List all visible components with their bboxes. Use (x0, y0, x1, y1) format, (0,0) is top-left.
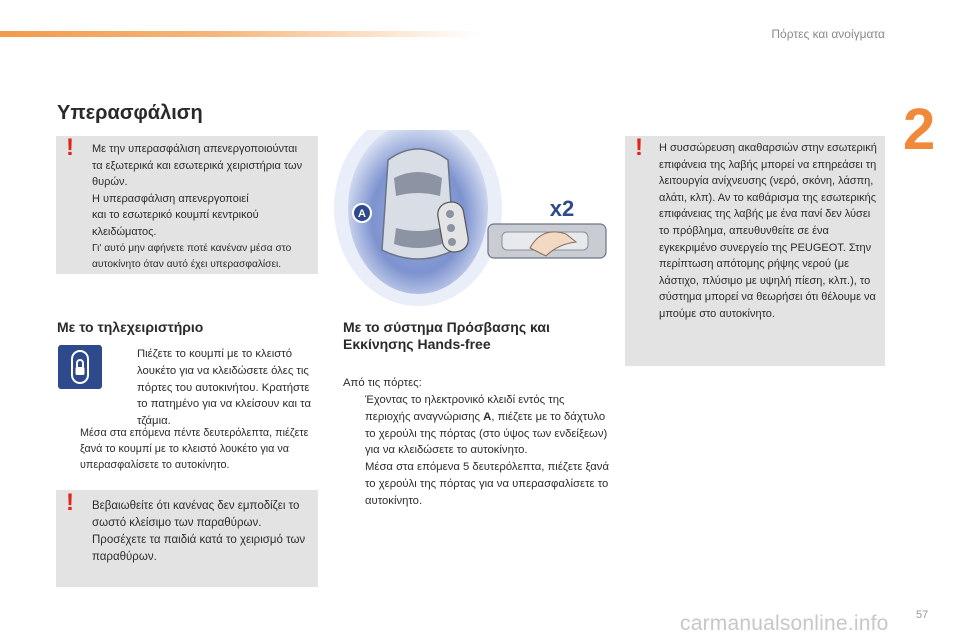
bullet-text: Μέσα στα επόμενα 5 δευτερόλεπτα, πιέζετε ξανά το χερούλι της πόρτας για να υπερασφαλίσετε το αυτοκίνητο. (365, 461, 609, 507)
padlock-body-icon (76, 367, 85, 375)
running-header: Πόρτες και ανοίγματα (771, 27, 885, 41)
note-line: και το εσωτερικό κουμπί κεντρικού (92, 209, 259, 222)
note-line: θυρών. (92, 176, 128, 189)
key-button-icon (448, 238, 456, 246)
note-line: Με την υπερασφάλιση απενεργοποιούνται (92, 143, 298, 155)
note-line: αυτοκίνητο όταν αυτό έχει υπερασφαλίσει. (92, 259, 282, 271)
handsfree-intro: Από τις πόρτες: (343, 377, 422, 389)
note-line: κλειδώματος. (92, 225, 157, 238)
handsfree-instructions (343, 375, 611, 510)
car-rear-window-icon (394, 228, 442, 248)
note-line: τα εξωτερικά και εσωτερικά χειριστήρια των (92, 159, 303, 172)
bullet-text: Μέσα στα επόμενα πέντε δευτερόλεπτα, πιέζετε ξανά το κουμπί με το κλειστό λουκέτο για να υπερασφαλίσετε το αυτοκίνητο. (80, 427, 309, 471)
warning-icon: ! (635, 134, 643, 161)
section-title-handsfree: Με το σύστημα Πρόσβασης και Εκκίνησης Hands-free (343, 319, 550, 352)
page-number: 57 (916, 609, 929, 621)
chapter-number: 2 (903, 97, 936, 162)
car-illustration-svg (330, 130, 616, 310)
page-title: Υπερασφάλιση (57, 102, 203, 124)
list-item (343, 459, 611, 509)
remote-instructions-1 (115, 346, 320, 430)
warning-icon: ! (66, 489, 74, 516)
zone-label-a: A (358, 208, 366, 220)
press-twice-label: x2 (549, 196, 575, 221)
section-title-remote: Με το τηλεχειριστήριο (57, 319, 204, 335)
note-line: Γι' αυτό μην αφήνετε ποτέ κανέναν μέσα στο (92, 242, 292, 254)
warning-icon: ! (66, 134, 74, 161)
remote-instructions-2 (58, 425, 320, 473)
header-accent-bar (0, 31, 480, 37)
lock-button-icon (58, 345, 102, 389)
padlock-shackle-icon (77, 360, 83, 367)
warning-note-super-locking (56, 136, 318, 274)
padlock-closed-icon (58, 345, 102, 389)
car-detection-zone-illustration (330, 130, 616, 310)
note-text: Η συσσώρευση ακαθαρσιών στην εσωτερική επιφάνεια της λαβής μπορεί να επηρεάσει τη λειτουργία ανίχνευσης (νερό, σκόνη, λάσπη, αλάτι, κλπ). Αν το καθάρισμα της εσωτερικής επιφάνειας της λαβής με ένα πανί δεν λύσει το πρόβλημα, απευθυνθείτε σε ένα εγκεκριμένο συνεργείο της PEUGEOT. Στην περίπτωση απότομης ρήψης νερού (με λάστιχο, πλύσιμο με υψηλή πίεση, κλπ.), το σύστημα μπορεί να θεωρήσει ότι θέλουμε να μπούμε στο αυτοκίνητο. (659, 142, 877, 320)
bullet-text: Πιέζετε το κουμπί με το κλειστό λουκέτο για να κλειδώσετε όλες τις πόρτες του αυτοκινήτου. Κρατήστε το πατημένο για να κλείσουν και τα τζάμια. (137, 348, 311, 428)
note-text: Βεβαιωθείτε ότι κανένας δεν εμποδίζει το σωστό κλείσιμο των παραθύρων. Προσέχετε τα παιδιά κατά το χειρισμό των παραθύρων. (92, 500, 306, 563)
warning-note-windows (56, 490, 318, 587)
key-button-icon (446, 210, 454, 218)
watermark-text: carmanualsonline.info (680, 612, 889, 635)
key-button-icon (447, 224, 455, 232)
note-line: Η υπερασφάλιση απενεργοποιεί (92, 192, 249, 205)
note-text (92, 141, 312, 274)
bullet-text-part: , πιέζετε με το δάχτυλο το χερούλι της πόρτας (στο ύψος των ενδείξεων) για να κλειδώσετε το αυτοκίνητο. (365, 410, 608, 457)
warning-note-handle-dirt (625, 136, 885, 366)
bullet-text-part: Έχοντας το ηλεκτρονικό κλειδί εντός της περιοχής αναγνώρισης (365, 394, 565, 423)
zone-reference-a: A (483, 410, 492, 423)
handsfree-bullets (343, 392, 611, 510)
car-windshield-icon (394, 172, 442, 196)
list-item (58, 425, 320, 473)
list-item (115, 346, 320, 430)
list-item (343, 392, 611, 459)
